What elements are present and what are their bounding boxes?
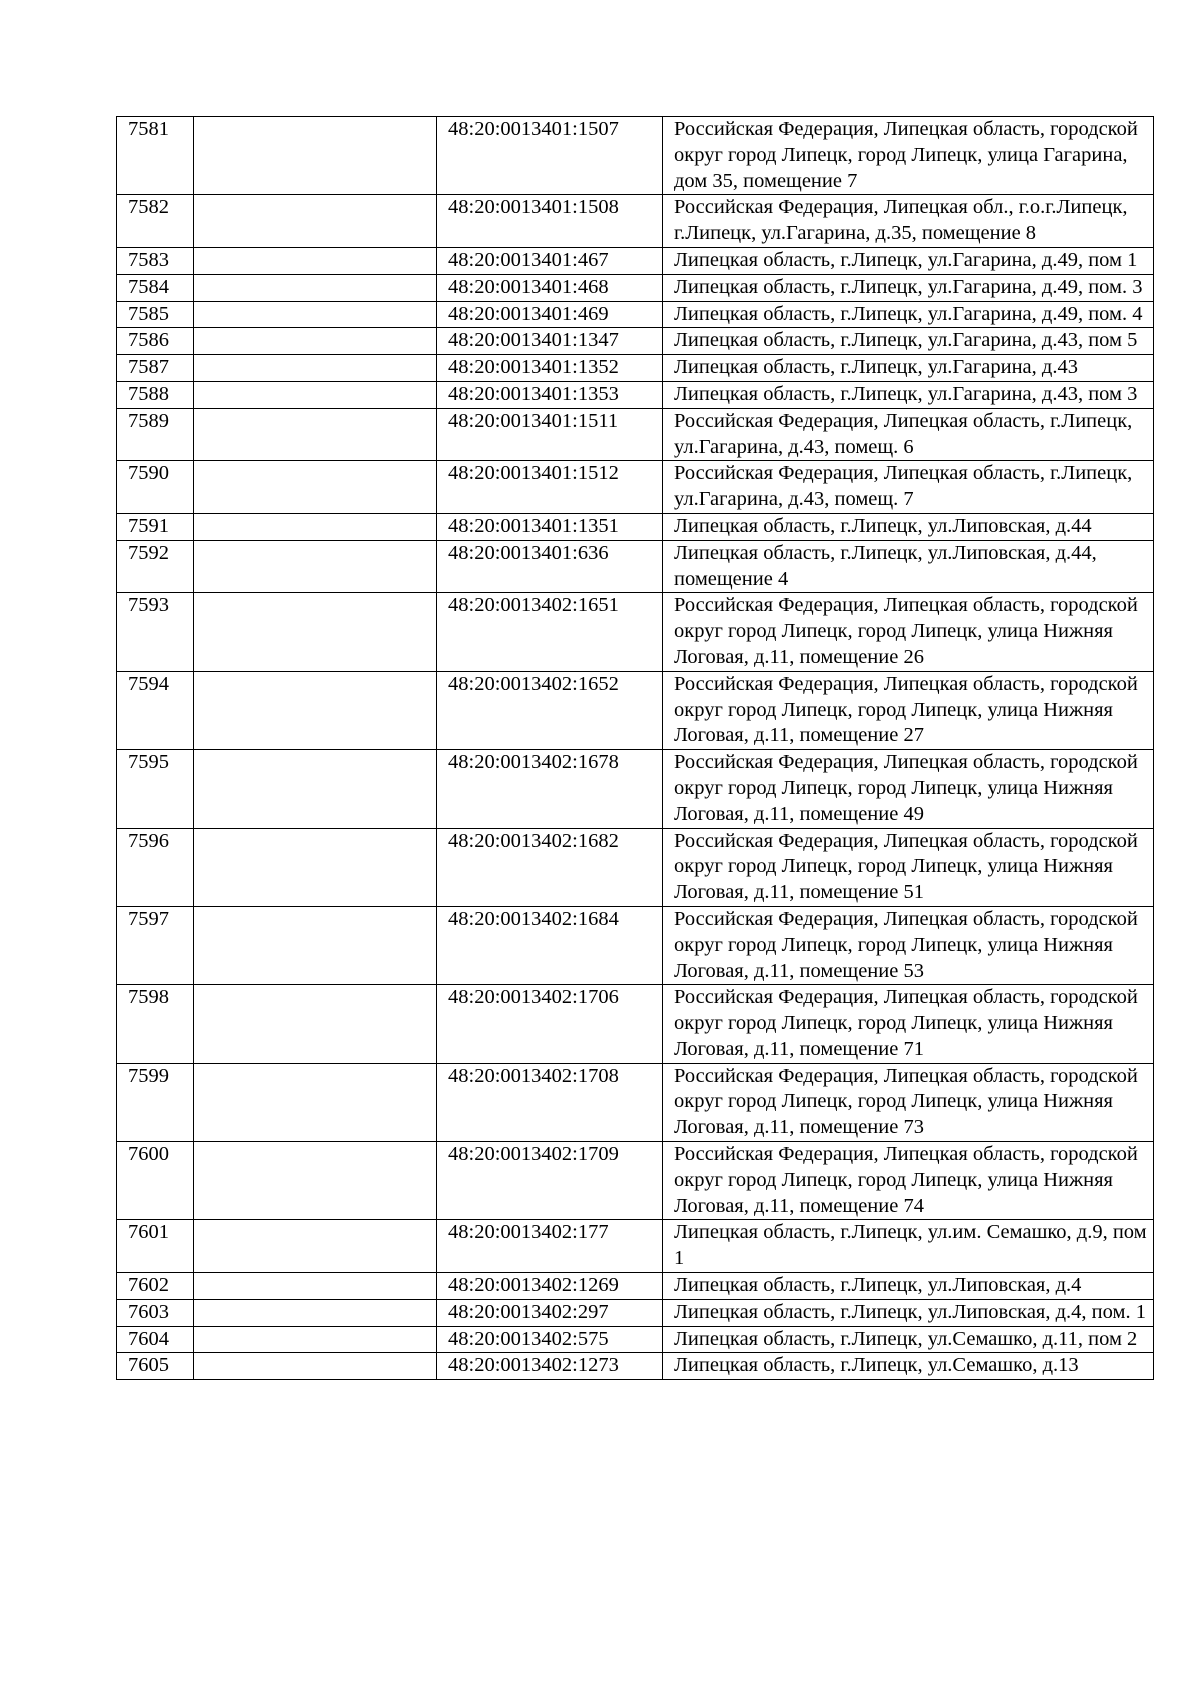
row-number-cell: 7581 [117,117,194,195]
object-name-cell [194,195,437,248]
address-cell: Российская Федерация, Липецкая область, городской округ город Липецк, город Липецк, улица Нижняя Логовая, д.11, помещение 26 [663,593,1154,671]
row-number-cell: 7584 [117,274,194,301]
object-name-cell [194,274,437,301]
object-name-cell [194,381,437,408]
cadastral-number-cell: 48:20:0013402:1709 [437,1142,663,1220]
table-row [117,906,1154,984]
row-number-cell: 7594 [117,671,194,749]
cadastral-number-cell: 48:20:0013402:1706 [437,985,663,1063]
registry-table-body [117,117,1154,1380]
table-row [117,671,1154,749]
object-name-cell [194,247,437,274]
cadastral-number-cell: 48:20:0013402:1651 [437,593,663,671]
object-name-cell [194,906,437,984]
address-cell: Липецкая область, г.Липецк, ул.Семашко, д.13 [663,1353,1154,1380]
cadastral-number-cell: 48:20:0013401:1511 [437,408,663,461]
address-cell: Липецкая область, г.Липецк, ул.Гагарина, д.43 [663,355,1154,382]
cadastral-number-cell: 48:20:0013401:1347 [437,328,663,355]
row-number-cell: 7605 [117,1353,194,1380]
address-cell: Российская Федерация, Липецкая область, городской округ город Липецк, город Липецк, улица Нижняя Логовая, д.11, помещение 73 [663,1063,1154,1141]
table-row [117,513,1154,540]
address-cell: Липецкая область, г.Липецк, ул.Гагарина, д.43, пом 5 [663,328,1154,355]
object-name-cell [194,328,437,355]
address-cell: Липецкая область, г.Липецк, ул.Липовская, д.44, помещение 4 [663,540,1154,593]
address-cell: Липецкая область, г.Липецк, ул.Гагарина, д.43, пом 3 [663,381,1154,408]
table-row [117,117,1154,195]
object-name-cell [194,513,437,540]
address-cell: Российская Федерация, Липецкая область, городской округ город Липецк, город Липецк, улица Нижняя Логовая, д.11, помещение 51 [663,828,1154,906]
address-cell: Липецкая область, г.Липецк, ул.Гагарина, д.49, пом. 4 [663,301,1154,328]
object-name-cell [194,1299,437,1326]
address-cell: Российская Федерация, Липецкая область, городской округ город Липецк, город Липецк, улица Нижняя Логовая, д.11, помещение 71 [663,985,1154,1063]
row-number-cell: 7585 [117,301,194,328]
table-row [117,593,1154,671]
cadastral-number-cell: 48:20:0013401:467 [437,247,663,274]
table-row [117,750,1154,828]
object-name-cell [194,750,437,828]
object-name-cell [194,985,437,1063]
table-row [117,1326,1154,1353]
cadastral-number-cell: 48:20:0013401:1352 [437,355,663,382]
cadastral-number-cell: 48:20:0013402:1678 [437,750,663,828]
row-number-cell: 7599 [117,1063,194,1141]
object-name-cell [194,1326,437,1353]
table-row [117,328,1154,355]
row-number-cell: 7601 [117,1220,194,1273]
table-row [117,540,1154,593]
object-name-cell [194,540,437,593]
table-row [117,1299,1154,1326]
table-row [117,408,1154,461]
cadastral-number-cell: 48:20:0013402:177 [437,1220,663,1273]
cadastral-number-cell: 48:20:0013402:575 [437,1326,663,1353]
address-cell: Липецкая область, г.Липецк, ул.Липовская, д.4, пом. 1 [663,1299,1154,1326]
address-cell: Российская Федерация, Липецкая область, г.Липецк, ул.Гагарина, д.43, помещ. 6 [663,408,1154,461]
object-name-cell [194,461,437,514]
row-number-cell: 7593 [117,593,194,671]
table-row [117,461,1154,514]
cadastral-number-cell: 48:20:0013401:469 [437,301,663,328]
row-number-cell: 7587 [117,355,194,382]
address-cell: Липецкая область, г.Липецк, ул.Гагарина, д.49, пом 1 [663,247,1154,274]
cadastral-number-cell: 48:20:0013402:1652 [437,671,663,749]
cadastral-number-cell: 48:20:0013402:1684 [437,906,663,984]
object-name-cell [194,408,437,461]
object-name-cell [194,1353,437,1380]
table-row [117,381,1154,408]
object-name-cell [194,671,437,749]
table-row [117,985,1154,1063]
object-name-cell [194,1220,437,1273]
table-row [117,355,1154,382]
cadastral-number-cell: 48:20:0013402:1708 [437,1063,663,1141]
table-row [117,1142,1154,1220]
row-number-cell: 7588 [117,381,194,408]
object-name-cell [194,1063,437,1141]
cadastral-number-cell: 48:20:0013401:468 [437,274,663,301]
table-row [117,195,1154,248]
cadastral-number-cell: 48:20:0013401:1508 [437,195,663,248]
address-cell: Липецкая область, г.Липецк, ул.Липовская, д.44 [663,513,1154,540]
object-name-cell [194,355,437,382]
row-number-cell: 7591 [117,513,194,540]
row-number-cell: 7589 [117,408,194,461]
property-registry-table [116,116,1154,1380]
cadastral-number-cell: 48:20:0013401:1353 [437,381,663,408]
row-number-cell: 7602 [117,1273,194,1300]
row-number-cell: 7582 [117,195,194,248]
cadastral-number-cell: 48:20:0013402:1682 [437,828,663,906]
row-number-cell: 7592 [117,540,194,593]
row-number-cell: 7583 [117,247,194,274]
address-cell: Российская Федерация, Липецкая область, городской округ город Липецк, город Липецк, улица Нижняя Логовая, д.11, помещение 53 [663,906,1154,984]
object-name-cell [194,1142,437,1220]
address-cell: Российская Федерация, Липецкая обл., г.о.г.Липецк, г.Липецк, ул.Гагарина, д.35, помещение 8 [663,195,1154,248]
table-row [117,828,1154,906]
object-name-cell [194,593,437,671]
cadastral-number-cell: 48:20:0013401:636 [437,540,663,593]
row-number-cell: 7600 [117,1142,194,1220]
address-cell: Российская Федерация, Липецкая область, городской округ город Липецк, город Липецк, улица Нижняя Логовая, д.11, помещение 74 [663,1142,1154,1220]
row-number-cell: 7598 [117,985,194,1063]
address-cell: Российская Федерация, Липецкая область, г.Липецк, ул.Гагарина, д.43, помещ. 7 [663,461,1154,514]
object-name-cell [194,828,437,906]
table-row [117,301,1154,328]
address-cell: Липецкая область, г.Липецк, ул.Семашко, д.11, пом 2 [663,1326,1154,1353]
address-cell: Липецкая область, г.Липецк, ул.им. Семашко, д.9, пом 1 [663,1220,1154,1273]
table-row [117,1220,1154,1273]
row-number-cell: 7597 [117,906,194,984]
row-number-cell: 7603 [117,1299,194,1326]
table-row [117,1353,1154,1380]
object-name-cell [194,1273,437,1300]
cadastral-number-cell: 48:20:0013401:1512 [437,461,663,514]
table-row [117,247,1154,274]
cadastral-number-cell: 48:20:0013402:1273 [437,1353,663,1380]
address-cell: Липецкая область, г.Липецк, ул.Гагарина, д.49, пом. 3 [663,274,1154,301]
row-number-cell: 7595 [117,750,194,828]
address-cell: Российская Федерация, Липецкая область, городской округ город Липецк, город Липецк, улица Гагарина, дом 35, помещение 7 [663,117,1154,195]
object-name-cell [194,301,437,328]
address-cell: Российская Федерация, Липецкая область, городской округ город Липецк, город Липецк, улица Нижняя Логовая, д.11, помещение 27 [663,671,1154,749]
table-row [117,1273,1154,1300]
row-number-cell: 7604 [117,1326,194,1353]
row-number-cell: 7596 [117,828,194,906]
table-row [117,1063,1154,1141]
cadastral-number-cell: 48:20:0013401:1351 [437,513,663,540]
table-row [117,274,1154,301]
address-cell: Российская Федерация, Липецкая область, городской округ город Липецк, город Липецк, улица Нижняя Логовая, д.11, помещение 49 [663,750,1154,828]
cadastral-number-cell: 48:20:0013401:1507 [437,117,663,195]
row-number-cell: 7590 [117,461,194,514]
row-number-cell: 7586 [117,328,194,355]
address-cell: Липецкая область, г.Липецк, ул.Липовская, д.4 [663,1273,1154,1300]
cadastral-number-cell: 48:20:0013402:1269 [437,1273,663,1300]
cadastral-number-cell: 48:20:0013402:297 [437,1299,663,1326]
object-name-cell [194,117,437,195]
